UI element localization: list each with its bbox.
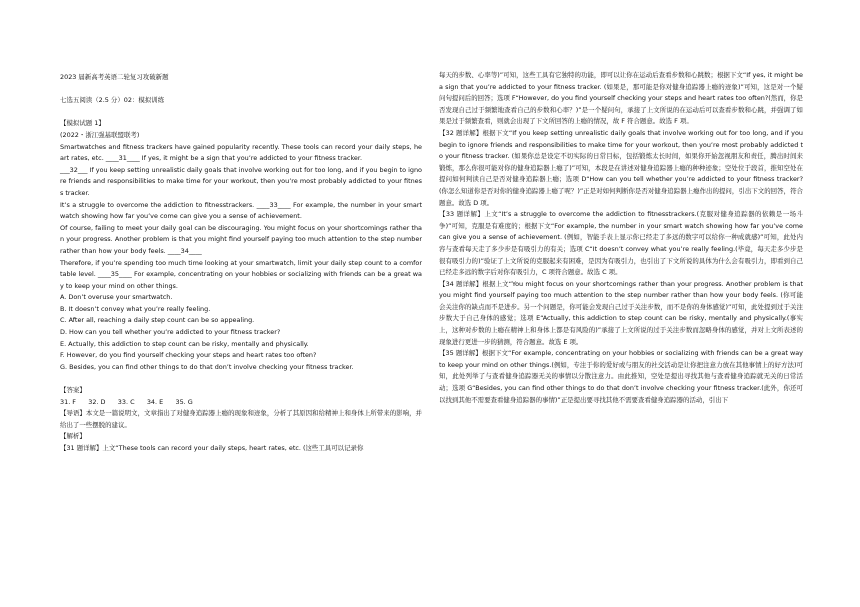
- paragraph: 【32 题详解】根据下文“If you keep setting unrealistic daily goals that involve working out for too long, and if you begin to ignore friends and responsibilities to make time for your workout, then you’re most probably addicted to your fitness tracker. (如果你总是设定不切实际的日常目标，包括锻炼太长时间，如果你开始忽视朋友和责任，腾出时间来锻炼，那么你很可能对你的健身追踪器上瘾了)”可知，本段是在讲述对健身追踪器上瘾的种种迹象；空处位于段首，推知空处在提问如何判读自己是否对健身追踪器上瘾；选项 D“How can you tell whether you’re addicted to your fitness tracker?(你怎么知道你是否对你的健身追踪器上瘾了呢？)”正是对如何判断你是否对健身追踪器上瘾作出的提问，引出下文的回答，符合题意。故选 D 项。: [439, 128, 803, 207]
- paragraph: B. It doesn’t convey what you’re really feeling.: [60, 304, 211, 313]
- paragraph-spacer: [60, 107, 422, 119]
- paragraph: It’s a struggle to overcome the addiction to fitnesstrackers. ____33____ For example, the number in your smart watch showing how far you’ve come can give you a sense of achievement.: [60, 200, 422, 221]
- paragraph-spacer: [60, 84, 422, 96]
- paragraph: G. Besides, you can find other things to do that don’t involve checking your fitness tracker.: [60, 362, 354, 371]
- paragraph: Therefore, if you’re spending too much time looking at your smartwatch, limit your daily step count to a comfortable level. ____35____ For example, concentrating on your hobbies or socializing with friends can be a great way to keep your mind on other things.: [60, 258, 422, 290]
- paragraph: 【解析】: [60, 432, 86, 441]
- paragraph: F. However, do you find yourself checking your steps and heart rates too often?: [60, 351, 317, 360]
- left-column: [60, 72, 422, 455]
- paragraph-spacer: [60, 373, 422, 385]
- paragraph: Smartwatches and fitness trackers have gained popularity recently. These tools can record your daily steps, heart rates, etc. ____31____ If yes, it might be a sign that you’re addicted to your fitness tracker.: [60, 142, 422, 163]
- paragraph: A. Don’t overuse your smartwatch.: [60, 293, 173, 302]
- paragraph: 【33 题详解】上文“It’s a struggle to overcome the addiction to fitnesstrackers.(克服对健身追踪器的依赖是一场斗争)”可知，克服是有难度的；根据下文“For example, the number in your smart watch showing how far you’ve come can give you a sense of achievement. (例如，智能手表上显示你已经走了多远的数字可以给你一种成就感)”可知，此处内容与查看每天走了多少步是有吸引力的有关；选项 C“It doesn’t convey what you’re really feeling.(毕竟，每天走多少步是很有吸引力的)”验证了上文所说的克服起来有困难，是因为有吸引力，也引出了下文所说的具体为什么会有吸引力，即看到自己已经走多远的数字后对你有吸引力，C 项符合题意。故选 C 项。: [439, 210, 803, 277]
- paragraph: 每天的步数、心率等)”可知，这些工具有它独特的功能，即可以让你在运动后查看步数和心跳数；根据下文“If yes, it might be a sign that you’re addicted to your fitness tracker. (如果是，那可能是你对健身追踪器上瘾的迹象)”可知，这是对一个疑问句提问后的回答；选项 F“However, do you find yourself checking your steps and heart rates too often?(然而，你是否发现自己过于频繁地查看自己的步数和心率？)”是一个疑问句，承接了上文所说的在运动后可以查看步数和心跳，并强调了如果是过于频繁查看，则就会出现了下文所回答的上瘾的情况，故 F 符合题意。故选 F 项。: [439, 71, 803, 126]
- paragraph: 【答案】: [60, 386, 86, 395]
- right-column: [439, 70, 803, 406]
- paragraph: 【34 题详解】根据上文“You might focus on your shortcomings rather than your progress. Another problem is that you might find yourself paying too much attention to the step number rather than how your body feels. (你可能会关注你的缺点而不是进步。另一个问题是，你可能会发现自己过于关注步数，而不是你的身体感觉)”可知，此处提到过于关注步数大于自己身体的感觉；选项 E“Actually, this addiction to step count can be risky, mentally and physically.(事实上，这种对步数的上瘾在精神上和身体上都是有风险的)”承接了上文所说的过于关注步数而忽略身体的感觉，并对上文所表述的现象进行更进一步的猜测，符合题意。故选 E 项。: [439, 279, 803, 346]
- paragraph: E. Actually, this addiction to step count can be risky, mentally and physically.: [60, 339, 309, 348]
- paragraph: 【31 题详解】上文“These tools can record your daily steps, heart rates, etc. (这些工具可以记录你: [60, 444, 364, 452]
- paragraph: Of course, failing to meet your daily goal can be discouraging. You might focus on your shortcomings rather than your progress. Another problem is that you might find yourself paying too much attention to the step number rather than how your body feels. ____34____: [60, 223, 422, 255]
- paragraph: (2022・浙江强基联盟联考): [60, 130, 140, 139]
- paragraph: ___32___ If you keep setting unrealistic daily goals that involve working out for too long, and if you begin to ignore friends and responsibilities to make time for your workout, then you’re most probably addicted to your fitness tracker.: [60, 165, 422, 197]
- answer-key: 31. F 32. D 33. C 34. E 35. G: [60, 397, 193, 406]
- paragraph: 【导语】本文是一篇说明文，文章指出了对健身追踪器上瘾的现象和迹象，分析了其原因和给精神上和身体上所带来的影响，并给出了一些摆脱的建议。: [60, 409, 422, 429]
- paragraph: 【35 题详解】根据下文“For example, concentrating on your hobbies or socializing with friends can be a great way to keep your mind on other things.(例如，专注于你的爱好或与朋友的社交活动是让你把注意力放在其他事情上的好方法)可知，此处列举了与查看健身追踪器无关的事情以分散注意力。由此推知，空处是提出寻找其他与查看健身追踪就无关的日常活动；选项 G“Besides, you can find other things to do that don’t involve checking your fitness tracker.(此外，你还可以找到其他不需要查看健身追踪器的事情)”正是提出要寻找其他不需要查看健身追踪器的活动，引出下: [439, 349, 803, 404]
- paragraph: 【模拟试题 1】: [60, 119, 105, 128]
- paragraph: D. How can you tell whether you’re addicted to your fitness tracker?: [60, 328, 281, 337]
- paragraph: 七选五阅读（2.5 分）02：模拟训练: [60, 96, 165, 105]
- paragraph: C. After all, reaching a daily step count can be so appealing.: [60, 316, 255, 325]
- document-title: 2023 届新高考英语二轮复习攻破新题: [60, 73, 169, 81]
